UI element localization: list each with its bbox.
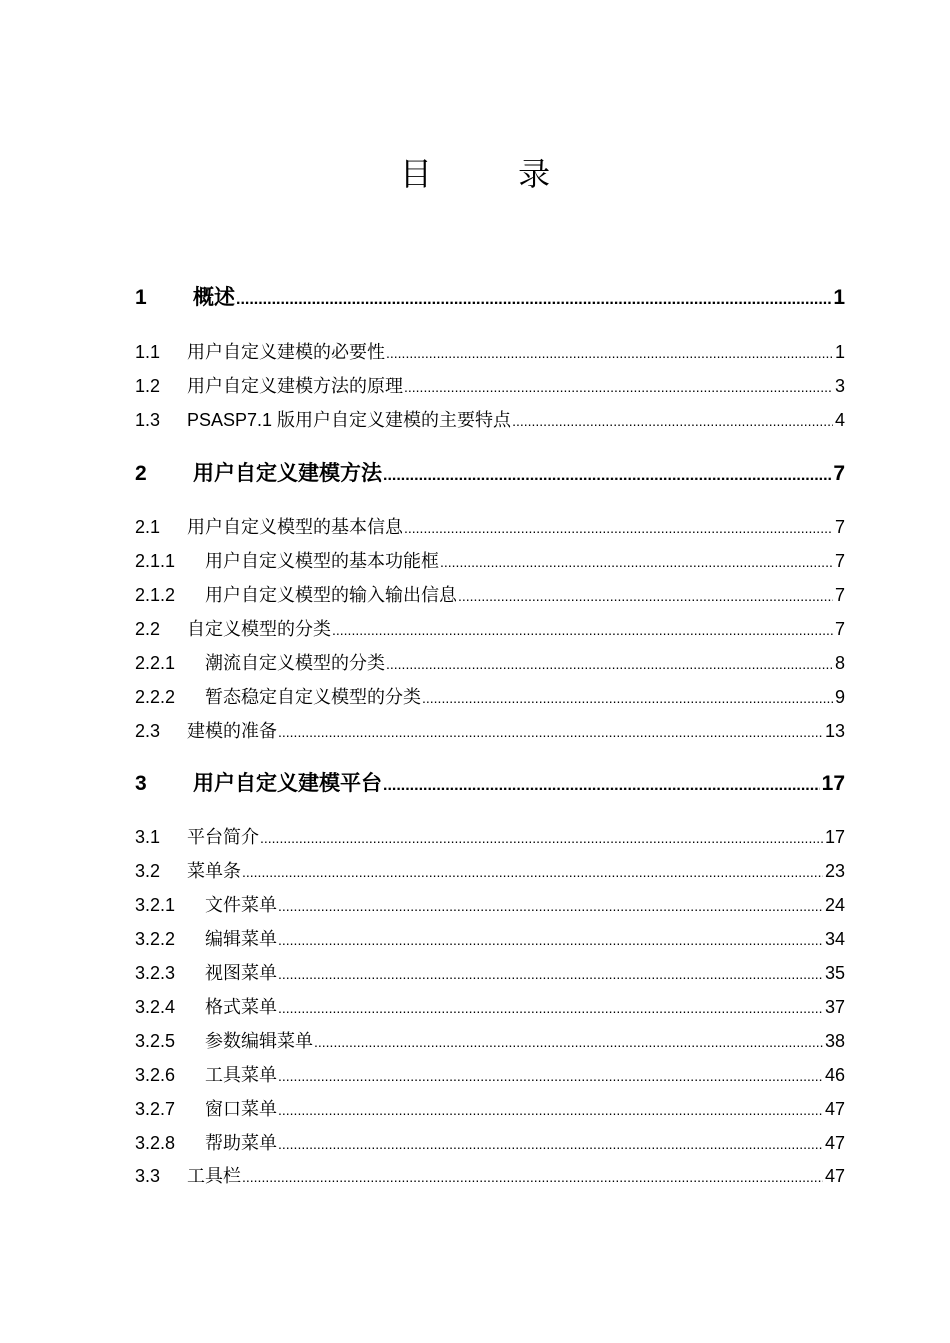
toc-dot-leader	[440, 549, 833, 574]
toc-dot-leader	[260, 825, 823, 850]
toc-number: 3.2.2	[135, 929, 176, 949]
toc-number: 3.2.6	[135, 1065, 176, 1085]
toc-number: 2.1.2	[135, 585, 176, 605]
toc-title: 格式菜单	[205, 997, 277, 1018]
toc-title: 文件菜单	[205, 895, 277, 916]
toc-number: 1	[135, 286, 147, 309]
toc-title: 用户自定义模型的基本信息	[187, 517, 403, 538]
toc-dot-leader	[278, 1097, 823, 1122]
toc-title: 平台简介	[187, 827, 259, 848]
toc-page-number: 47	[824, 1099, 845, 1119]
toc-title: 工具菜单	[205, 1065, 277, 1086]
toc-page-number: 46	[824, 1065, 845, 1085]
toc-page-number: 47	[824, 1166, 845, 1186]
toc-number: 2.1.1	[135, 551, 176, 571]
toc-dot-leader	[404, 374, 833, 399]
toc-page-number: 7	[834, 517, 845, 537]
toc-number: 3.2.8	[135, 1133, 176, 1153]
toc-page-number: 13	[824, 721, 845, 741]
toc-entry-subsection[interactable]	[135, 994, 845, 1020]
toc-entry-section[interactable]	[135, 339, 845, 365]
toc-dot-leader	[386, 340, 833, 365]
toc-number: 3.3	[135, 1166, 161, 1186]
toc-dot-leader	[386, 651, 833, 676]
toc-dot-leader	[458, 583, 833, 608]
toc-title: PSASP7.1 版用户自定义建模的主要特点	[187, 410, 512, 430]
page-title: 目 录	[399, 155, 589, 193]
toc-entry-subsection[interactable]	[135, 1028, 845, 1054]
toc-title: 建模的准备	[187, 721, 277, 742]
toc-number: 3.2.5	[135, 1031, 176, 1051]
toc-entry-subsection[interactable]	[135, 684, 845, 710]
toc-number: 1.1	[135, 342, 161, 362]
toc-number: 2.3	[135, 721, 161, 741]
toc-number: 2.1	[135, 517, 161, 537]
toc-dot-leader	[278, 893, 823, 918]
toc-entry-section[interactable]	[135, 514, 845, 540]
toc-page-number: 17	[821, 772, 845, 795]
toc-page-number: 23	[824, 861, 845, 881]
toc-dot-leader	[512, 408, 833, 433]
toc-title: 概述	[193, 285, 235, 309]
toc-dot-leader	[314, 1029, 823, 1054]
toc-number: 3.2.7	[135, 1099, 176, 1119]
toc-title: 帮助菜单	[205, 1133, 277, 1154]
toc-entry-section[interactable]	[135, 373, 845, 399]
toc-title: 用户自定义模型的基本功能框	[205, 551, 439, 572]
toc-title: 用户自定义建模方法	[193, 461, 382, 485]
toc-number: 3	[135, 772, 147, 795]
toc-title: 用户自定义建模平台	[193, 771, 382, 795]
toc-dot-leader	[383, 771, 820, 798]
toc-dot-leader	[278, 961, 823, 986]
toc-dot-leader	[278, 995, 823, 1020]
toc-page-number: 1	[834, 342, 845, 362]
toc-number: 3.2.4	[135, 997, 176, 1017]
toc-page-number: 4	[834, 410, 845, 430]
toc-number: 3.2	[135, 861, 161, 881]
toc-page-number: 24	[824, 895, 845, 915]
toc-page-number: 7	[834, 551, 845, 571]
toc-page-number: 17	[824, 827, 845, 847]
toc-title: 自定义模型的分类	[187, 619, 331, 640]
toc-page-number: 34	[824, 929, 845, 949]
toc-dot-leader	[404, 515, 833, 540]
toc-number: 1.3	[135, 410, 161, 430]
toc-dot-leader	[242, 1164, 823, 1189]
toc-entry-subsection[interactable]	[135, 1130, 845, 1156]
toc-title: 用户自定义建模方法的原理	[187, 376, 403, 397]
toc-page-number: 7	[834, 585, 845, 605]
toc-entry-subsection[interactable]	[135, 582, 845, 608]
toc-page-number: 47	[824, 1133, 845, 1153]
toc-dot-leader	[278, 1131, 823, 1156]
toc-entry-subsection[interactable]	[135, 960, 845, 986]
toc-dot-leader	[278, 1063, 823, 1088]
toc-title: 视图菜单	[205, 963, 277, 984]
toc-entry-subsection[interactable]	[135, 548, 845, 574]
toc-dot-leader	[278, 927, 823, 952]
toc-dot-leader	[242, 859, 823, 884]
toc-page-number: 1	[833, 286, 845, 309]
toc-title: 工具栏	[187, 1166, 241, 1187]
toc-dot-leader	[422, 685, 833, 710]
toc-entry-section[interactable]	[135, 718, 845, 744]
toc-dot-leader	[383, 461, 831, 488]
toc-number: 3.2.1	[135, 895, 176, 915]
toc-entry-chapter[interactable]	[135, 282, 845, 312]
toc-page-number: 35	[824, 963, 845, 983]
toc-number: 1.2	[135, 376, 161, 396]
toc-page-number: 8	[834, 653, 845, 673]
toc-entry-chapter[interactable]	[135, 458, 845, 488]
toc-entry-subsection[interactable]	[135, 1062, 845, 1088]
toc-number: 2.2	[135, 619, 161, 639]
toc-page-number: 37	[824, 997, 845, 1017]
toc-title: 潮流自定义模型的分类	[205, 653, 385, 674]
toc-number: 2.2.1	[135, 653, 176, 673]
toc-page-number: 38	[824, 1031, 845, 1051]
toc-entry-chapter[interactable]	[135, 768, 845, 798]
toc-number: 3.2.3	[135, 963, 176, 983]
toc-title: 菜单条	[187, 861, 241, 882]
toc-number: 2	[135, 462, 147, 485]
toc-title: 参数编辑菜单	[205, 1031, 313, 1052]
toc-title: 用户自定义建模的必要性	[187, 342, 385, 363]
toc-title: 窗口菜单	[205, 1099, 277, 1120]
toc-page-number: 3	[834, 376, 845, 396]
toc-entry-section[interactable]	[135, 616, 845, 642]
toc-entry-section[interactable]	[135, 407, 845, 433]
toc-title: 编辑菜单	[205, 929, 277, 950]
toc-page-number: 7	[833, 462, 845, 485]
toc-entry-section[interactable]	[135, 858, 845, 884]
toc-entry-subsection[interactable]	[135, 650, 845, 676]
toc-number: 3.1	[135, 827, 161, 847]
toc-entry-subsection[interactable]	[135, 1096, 845, 1122]
toc-number: 2.2.2	[135, 687, 176, 707]
toc-page-number: 9	[834, 687, 845, 707]
toc-dot-leader	[236, 285, 831, 312]
toc-page-number: 7	[834, 619, 845, 639]
toc-entry-section[interactable]	[135, 824, 845, 850]
toc-title: 用户自定义模型的输入输出信息	[205, 585, 457, 606]
toc-entry-section[interactable]	[135, 1163, 845, 1189]
toc-dot-leader	[278, 719, 823, 744]
toc-entry-subsection[interactable]	[135, 926, 845, 952]
toc-entry-subsection[interactable]	[135, 892, 845, 918]
toc-dot-leader	[332, 617, 833, 642]
toc-title: 暂态稳定自定义模型的分类	[205, 687, 421, 708]
